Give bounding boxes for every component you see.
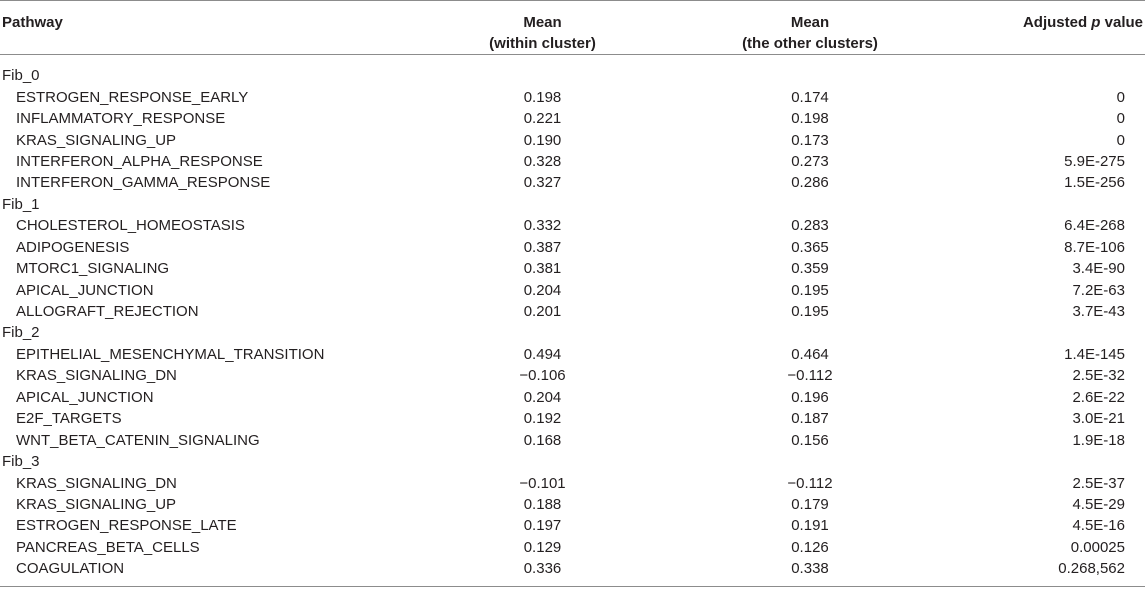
table-row (0, 429, 1145, 450)
mean-within-cell: 0.204 (523, 281, 562, 299)
adjusted-p-value-cell: 1.5E-256 (1064, 174, 1125, 192)
group-row (0, 194, 1145, 215)
header-mean-within (420, 1, 665, 55)
group-label: Fib_3 (2, 453, 40, 471)
mean-other-cell: 0.273 (791, 152, 829, 170)
table-row (0, 129, 1145, 150)
mean-other-cell: 0.365 (791, 238, 829, 256)
header-pval-prefix: Adjusted (1022, 14, 1092, 31)
adjusted-p-value-cell: 7.2E-63 (1072, 281, 1125, 299)
adjusted-p-value-cell: 3.4E-90 (1072, 260, 1125, 278)
table-row (0, 151, 1145, 172)
table-row (0, 494, 1145, 515)
mean-other-cell: 0.196 (791, 388, 829, 406)
adjusted-p-value-cell: 0.00025 (1070, 538, 1125, 556)
mean-within-cell: −0.101 (519, 474, 566, 492)
adjusted-p-value-cell: 4.5E-29 (1072, 495, 1125, 513)
pathway-cell: MTORC1_SIGNALING (16, 260, 170, 278)
adjusted-p-value-cell: 0 (1116, 88, 1125, 106)
pathway-cell: CHOLESTEROL_HOMEOSTASIS (16, 217, 245, 235)
mean-other-cell: 0.195 (791, 303, 829, 321)
mean-within-cell: −0.106 (519, 367, 566, 385)
pathway-cell: KRAS_SIGNALING_UP (16, 131, 177, 149)
mean-other-cell: 0.359 (791, 260, 829, 278)
mean-other-cell: 0.464 (791, 345, 829, 363)
header-mean-within-line1: Mean (523, 14, 562, 31)
adjusted-p-value-cell: 0.268,562 (955, 558, 1145, 586)
table-row (0, 301, 1145, 322)
pathway-cell: ALLOGRAFT_REJECTION (16, 303, 199, 321)
mean-within-cell: 0.201 (523, 303, 562, 321)
pathway-cell: APICAL_JUNCTION (16, 281, 154, 299)
adjusted-p-value-cell: 4.5E-16 (1072, 517, 1125, 535)
mean-within-cell: 0.328 (523, 152, 562, 170)
header-pval-italic: p (1091, 14, 1101, 31)
mean-within-cell: 0.168 (523, 431, 562, 449)
adjusted-p-value-cell: 1.4E-145 (1064, 345, 1125, 363)
mean-other-cell: −0.112 (787, 367, 833, 385)
adjusted-p-value-cell: 5.9E-275 (1064, 152, 1125, 170)
table-row (0, 279, 1145, 300)
mean-within-cell: 0.387 (523, 238, 562, 256)
pathway-cell: COAGULATION (0, 558, 420, 586)
pathway-cell: KRAS_SIGNALING_UP (16, 495, 177, 513)
mean-within-cell: 0.190 (523, 131, 562, 149)
pathway-cell: INTERFERON_ALPHA_RESPONSE (16, 152, 263, 170)
pathway-cell: INTERFERON_GAMMA_RESPONSE (16, 174, 271, 192)
mean-within-cell: 0.192 (523, 410, 562, 428)
table-row (0, 237, 1145, 258)
adjusted-p-value-cell: 8.7E-106 (1064, 238, 1125, 256)
mean-within-cell: 0.221 (523, 110, 562, 128)
mean-other-cell: 0.198 (791, 110, 829, 128)
table-row (0, 515, 1145, 536)
adjusted-p-value-cell: 3.7E-43 (1072, 303, 1125, 321)
pathway-cell: ESTROGEN_RESPONSE_EARLY (16, 88, 249, 106)
pathway-cell: KRAS_SIGNALING_DN (16, 474, 177, 492)
mean-within-cell: 0.188 (523, 495, 562, 513)
adjusted-p-value-cell: 3.0E-21 (1072, 410, 1125, 428)
group-row (0, 322, 1145, 343)
table-body (0, 55, 1145, 587)
mean-within-cell: 0.332 (523, 217, 562, 235)
group-label: Fib_0 (2, 67, 40, 85)
adjusted-p-value-cell: 6.4E-268 (1064, 217, 1125, 235)
adjusted-p-value-cell: 0 (1116, 131, 1125, 149)
mean-within-cell: 0.381 (523, 260, 562, 278)
header-row (0, 1, 1145, 55)
mean-within-cell: 0.198 (523, 88, 562, 106)
table-row (0, 258, 1145, 279)
mean-other-cell: 0.338 (665, 558, 955, 586)
adjusted-p-value-cell: 2.6E-22 (1072, 388, 1125, 406)
mean-other-cell: 0.156 (791, 431, 829, 449)
table-row (0, 537, 1145, 558)
mean-other-cell: 0.283 (791, 217, 829, 235)
header-pathway-label: Pathway (2, 14, 63, 31)
group-label: Fib_2 (2, 324, 40, 342)
table-row (0, 344, 1145, 365)
mean-other-cell: 0.126 (791, 538, 829, 556)
mean-other-cell: 0.286 (791, 174, 829, 192)
group-row (0, 55, 1145, 87)
mean-other-cell: −0.112 (787, 474, 833, 492)
mean-other-cell: 0.174 (791, 88, 829, 106)
table-row (0, 558, 1145, 586)
adjusted-p-value-cell: 2.5E-37 (1072, 474, 1125, 492)
table-row (0, 365, 1145, 386)
group-row (0, 451, 1145, 472)
adjusted-p-value-cell: 0 (1116, 110, 1125, 128)
pathway-cell: INFLAMMATORY_RESPONSE (16, 110, 226, 128)
header-mean-other-line2: (the other clusters) (742, 35, 878, 52)
mean-other-cell: 0.179 (791, 495, 829, 513)
pathway-cell: WNT_BETA_CATENIN_SIGNALING (16, 431, 260, 449)
table-row (0, 86, 1145, 107)
mean-within-cell: 0.327 (523, 174, 562, 192)
mean-within-cell: 0.204 (523, 388, 562, 406)
pathway-cell: E2F_TARGETS (16, 410, 122, 428)
pathway-cell: EPITHELIAL_MESENCHYMAL_TRANSITION (16, 345, 325, 363)
header-pval-suffix: value (1100, 14, 1143, 31)
pathway-cell: APICAL_JUNCTION (16, 388, 154, 406)
group-label: Fib_1 (2, 195, 40, 213)
mean-within-cell: 0.197 (523, 517, 562, 535)
table-row (0, 172, 1145, 193)
pathway-cell: KRAS_SIGNALING_DN (16, 367, 177, 385)
mean-within-cell: 0.494 (523, 345, 562, 363)
mean-other-cell: 0.195 (791, 281, 829, 299)
table-row (0, 408, 1145, 429)
mean-other-cell: 0.173 (791, 131, 829, 149)
mean-other-cell: 0.187 (791, 410, 829, 428)
mean-within-cell: 0.129 (523, 538, 562, 556)
adjusted-p-value-cell: 2.5E-32 (1072, 367, 1125, 385)
table-row (0, 387, 1145, 408)
mean-other-cell: 0.191 (791, 517, 829, 535)
pathway-cell: PANCREAS_BETA_CELLS (16, 538, 200, 556)
table-row (0, 472, 1145, 493)
table-row (0, 215, 1145, 236)
table-header (0, 1, 1145, 55)
mean-within-cell: 0.336 (420, 558, 665, 586)
pathway-cell: ADIPOGENESIS (16, 238, 130, 256)
header-mean-other (665, 1, 955, 55)
header-adjusted-p-value (955, 1, 1145, 55)
header-pathway (0, 1, 420, 55)
pathway-cell: ESTROGEN_RESPONSE_LATE (16, 517, 237, 535)
header-mean-within-line2: (within cluster) (489, 35, 596, 52)
adjusted-p-value-cell: 1.9E-18 (1072, 431, 1125, 449)
table-row (0, 108, 1145, 129)
header-mean-other-line1: Mean (790, 14, 830, 31)
